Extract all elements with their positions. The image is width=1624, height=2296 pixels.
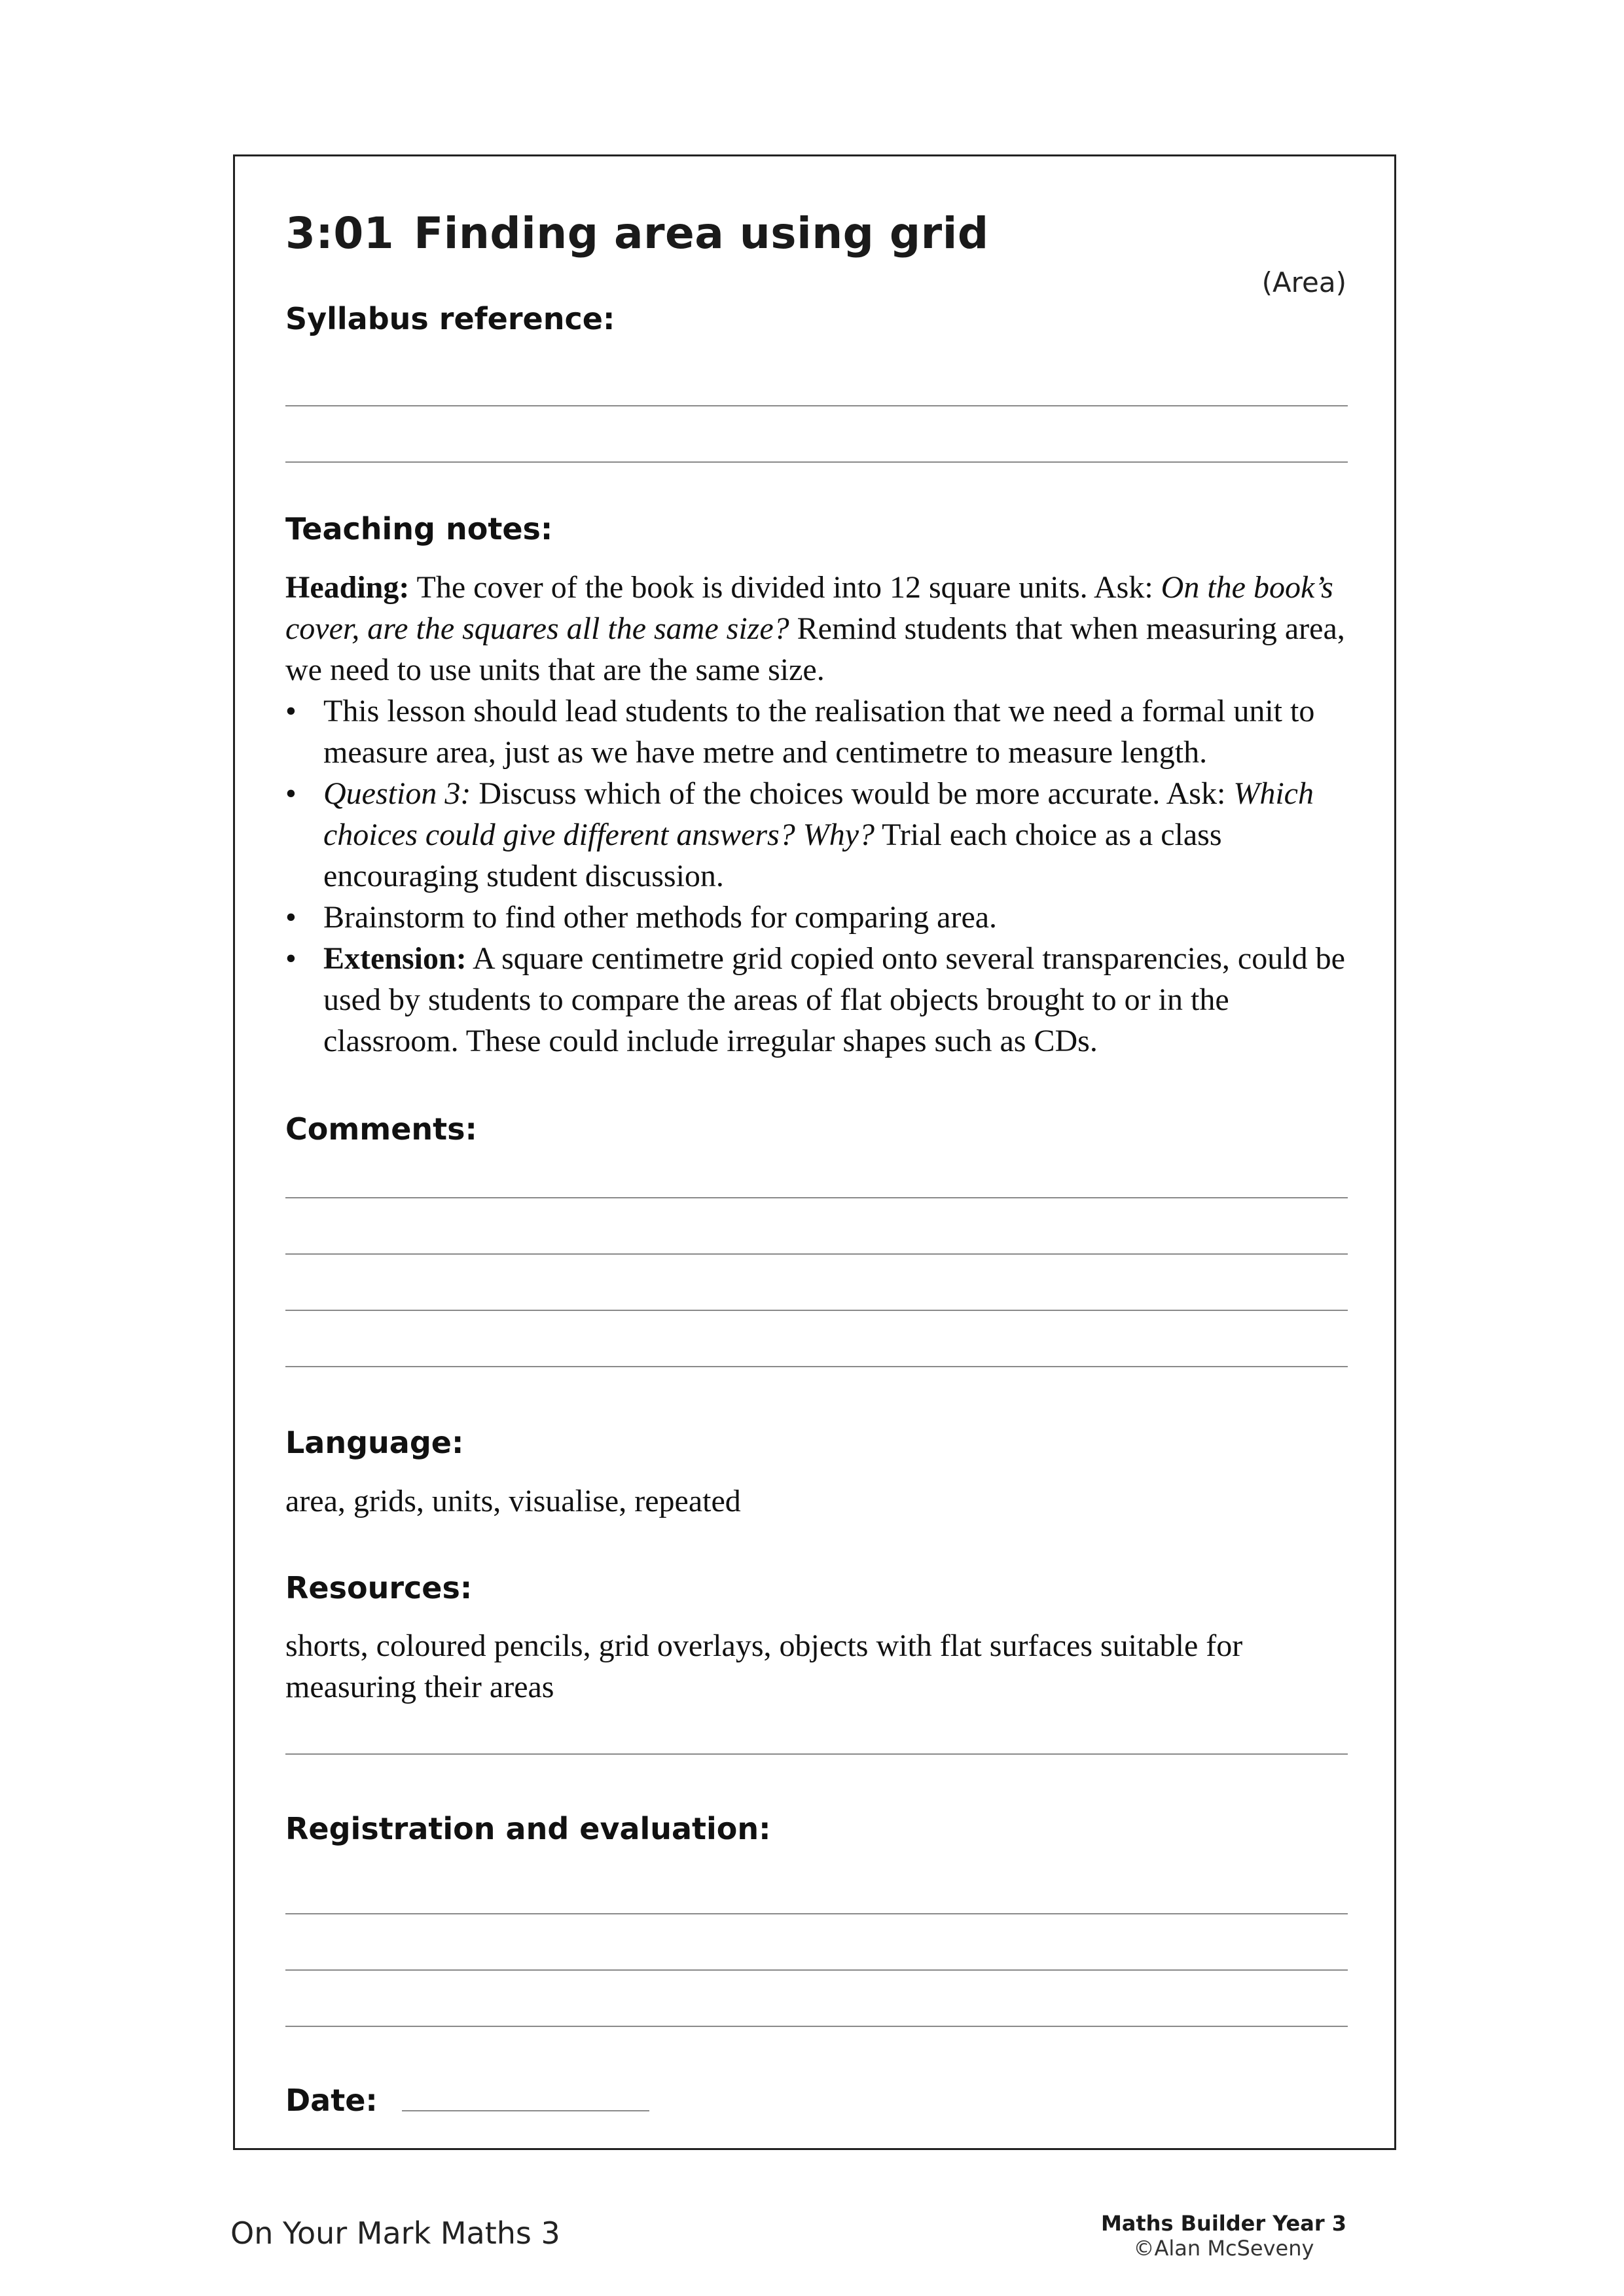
list-item <box>285 897 1359 938</box>
date-label: Date: <box>285 2083 378 2118</box>
extension-label: Extension: <box>323 941 467 976</box>
footer-series: Maths Builder Year 3 <box>1100 2211 1346 2236</box>
syllabus-line-2 <box>285 461 1348 463</box>
heading-label: Heading: <box>285 570 410 605</box>
question-prompt: Which choices could give different answers? Why? <box>323 776 1314 852</box>
comments-line-2 <box>285 1253 1348 1255</box>
registration-heading: Registration and evaluation: <box>285 1811 771 1846</box>
language-heading: Language: <box>285 1425 464 1460</box>
bullet-symbol: • <box>285 941 297 976</box>
syllabus-line-1 <box>285 405 1348 406</box>
resources-heading: Resources: <box>285 1570 473 1605</box>
heading-note <box>285 567 1359 691</box>
heading-text-2: Remind students that when measuring area, we need to use units that are the same size. <box>285 611 1345 687</box>
heading-question: On the book’s cover, are the squares all the same size? <box>285 570 1333 646</box>
resources-line <box>285 1753 1348 1755</box>
topic-tag: (Area) <box>1261 266 1346 298</box>
teaching-notes-heading: Teaching notes: <box>285 511 553 547</box>
registration-line-2 <box>285 1969 1348 1971</box>
comments-line-4 <box>285 1366 1348 1367</box>
list-item <box>285 691 1359 773</box>
heading-text-1: The cover of the book is divided into 12 square units. Ask: <box>409 570 1161 605</box>
bullet-symbol: • <box>285 776 297 811</box>
lesson-name: Finding area using grid <box>414 208 989 259</box>
bullet-symbol: • <box>285 900 297 935</box>
comments-heading: Comments: <box>285 1111 477 1147</box>
footer-copyright: ©Alan McSeveny <box>1133 2236 1314 2261</box>
question-label: Question 3: <box>323 776 471 811</box>
comments-line-3 <box>285 1310 1348 1311</box>
syllabus-heading: Syllabus reference: <box>285 301 615 336</box>
footer-book-title: On Your Mark Maths 3 <box>230 2215 560 2251</box>
registration-line-3 <box>285 2026 1348 2027</box>
language-text: area, grids, units, visualise, repeated <box>285 1484 741 1518</box>
lesson-title <box>285 208 989 259</box>
footer-credits <box>1101 2211 1346 2261</box>
comments-line-1 <box>285 1197 1348 1198</box>
bullet-text: This lesson should lead students to the realisation that we need a formal unit to measure area, just as we have metre and centimetre to measure length. <box>323 694 1315 770</box>
teaching-bullets <box>285 691 1359 1062</box>
registration-line-1 <box>285 1913 1348 1914</box>
bullet-symbol: • <box>285 694 297 728</box>
lesson-number: 3:01 <box>285 208 395 259</box>
worksheet-frame <box>233 154 1396 2150</box>
date-field-line <box>402 2110 649 2111</box>
list-item <box>285 938 1359 1062</box>
bullet-text: Brainstorm to find other methods for comparing area. <box>323 900 998 935</box>
list-item <box>285 773 1359 897</box>
bullet-text: Trial each choice as a class encouraging student discussion. <box>323 817 1222 893</box>
resources-text: shorts, coloured pencils, grid overlays, objects with flat surfaces suitable for measuring their areas <box>285 1628 1243 1704</box>
bullet-text: A square centimetre grid copied onto several transparencies, could be used by students to compare the areas of flat objects brought to or in the classroom. These could include irregular shapes such as CDs. <box>323 941 1345 1058</box>
bullet-text: Discuss which of the choices would be more accurate. Ask: <box>471 776 1234 811</box>
